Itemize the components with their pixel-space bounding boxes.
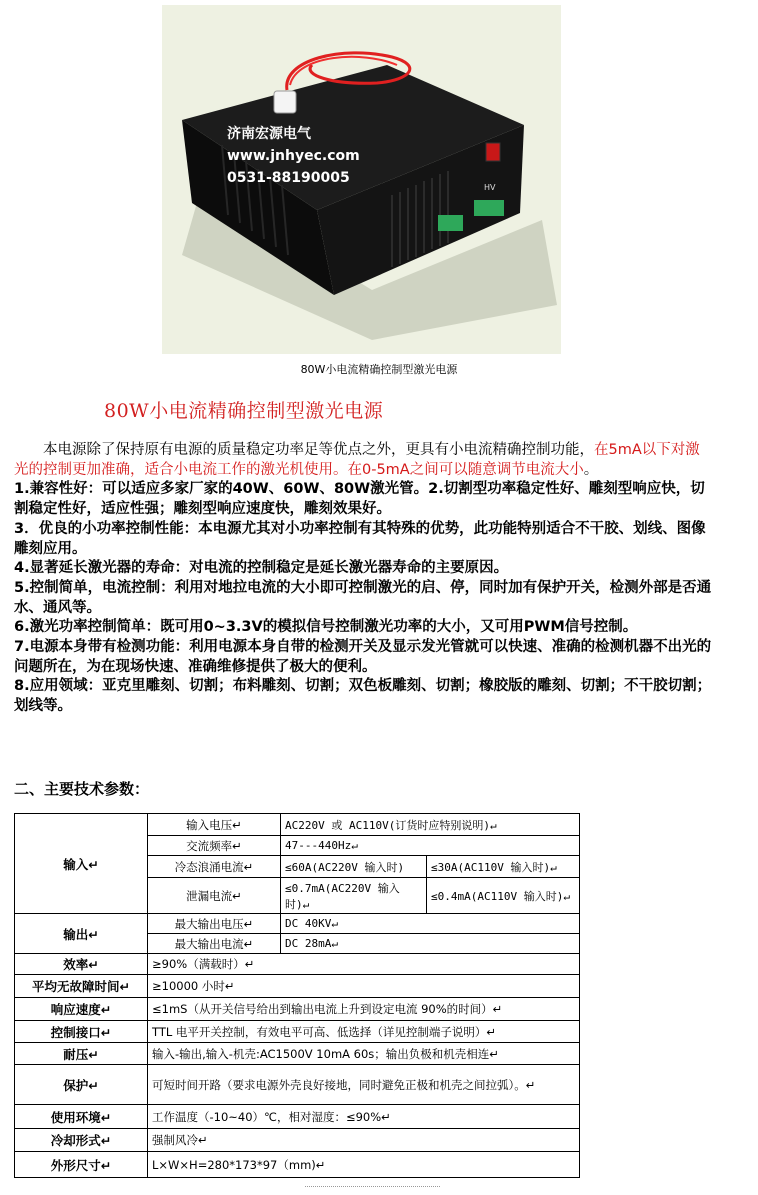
input-category: 输入↵ xyxy=(15,814,148,914)
spec-label: 最大输出电流↵ xyxy=(148,934,281,954)
spec-category: 响应速度↵ xyxy=(15,998,148,1021)
watermark-company: 济南宏源电气 xyxy=(227,126,311,142)
spec-value: ≤0.4mA(AC110V 输入时)↵ xyxy=(427,878,580,914)
watermark-phone: 0531-88190005 xyxy=(227,170,350,186)
footer-divider xyxy=(305,1186,440,1193)
spec-value: 输入-输出,输入-机壳:AC1500V 10mA 60s；输出负极和机壳相连↵ xyxy=(148,1043,580,1065)
spec-label: 泄漏电流↵ xyxy=(148,878,281,914)
intro-paragraph xyxy=(14,441,714,480)
spec-category: 效率↵ xyxy=(15,954,148,975)
spec-label: 输入电压↵ xyxy=(148,814,281,836)
spec-value: 工作温度（-10~40）℃，相对湿度：≤90%↵ xyxy=(148,1105,580,1129)
spec-category: 保护↵ xyxy=(15,1065,148,1105)
spec-value: TTL 电平开关控制，有效电平可高、低选择（详见控制端子说明）↵ xyxy=(148,1021,580,1043)
svg-text:HV: HV xyxy=(484,183,496,192)
spec-label: 冷态浪涌电流↵ xyxy=(148,856,281,878)
spec-category: 平均无故障时间↵ xyxy=(15,975,148,998)
table-row xyxy=(15,1021,580,1043)
spec-table xyxy=(14,813,580,1178)
feature-item: 3．优良的小功率控制性能：本电源尤其对小功率控制有其特殊的优势，此功能特别适合不干胶、划线、图像雕刻应用。 xyxy=(14,520,706,557)
page-title: 80W小电流精确控制型激光电源 xyxy=(104,400,384,422)
feature-item: 1.兼容性好：可以适应多家厂家的40W、60W、80W激光管。2.切割型功率稳定性好、雕刻型响应快，切割稳定性好，适应性强；雕刻型响应速度快，雕刻效果好。 xyxy=(14,481,705,518)
description-body xyxy=(14,441,714,717)
table-row xyxy=(15,1043,580,1065)
section-title: 二、主要技术参数： xyxy=(14,780,150,798)
spec-value: 强制风冷↵ xyxy=(148,1129,580,1152)
intro-end: 。 xyxy=(583,461,599,478)
intro-highlight: 在5mA以下对激光的控制更加准确，适合小电流工作的激光机使用。在0-5mA之间可以随意调节电流大小 xyxy=(14,442,700,478)
spec-category: 控制接口↵ xyxy=(15,1021,148,1043)
table-row xyxy=(15,975,580,998)
table-row xyxy=(15,914,580,934)
spec-value: ≥90%（满载时）↵ xyxy=(148,954,580,975)
spec-value: L×W×H=280*173*97（mm)↵ xyxy=(148,1152,580,1178)
spec-value: 47---440Hz↵ xyxy=(281,836,580,856)
product-photo xyxy=(162,5,561,354)
feature-item: 8.应用领域：亚克里雕刻、切割；布料雕刻、切割；双色板雕刻、切割；橡胶版的雕刻、切割；不干胶切割；划线等。 xyxy=(14,678,712,715)
spec-category: 耐压↵ xyxy=(15,1043,148,1065)
table-row xyxy=(15,954,580,975)
output-category: 输出↵ xyxy=(15,914,148,954)
feature-item: 7.电源本身带有检测功能：利用电源本身自带的检测开关及显示发光管就可以快速、准确的检测机器不出光的问题所在，为在现场快速、准确维修提供了极大的便利。 xyxy=(14,639,712,675)
feature-item: 6.激光功率控制简单：既可用0~3.3V的模拟信号控制激光功率的大小，又可用PWM信号控制。 xyxy=(14,619,638,636)
spec-value: AC220V 或 AC110V(订货时应特别说明)↵ xyxy=(281,814,580,836)
spec-value: ≤60A(AC220V 输入时) xyxy=(281,856,427,878)
photo-caption: 80W小电流精确控制型激光电源 xyxy=(300,363,458,376)
spec-value: ≥10000 小时↵ xyxy=(148,975,580,998)
spec-label: 交流频率↵ xyxy=(148,836,281,856)
table-row xyxy=(15,1129,580,1152)
table-row xyxy=(15,1065,580,1105)
spec-value: ≤30A(AC110V 输入时)↵ xyxy=(427,856,580,878)
spec-category: 冷却形式↵ xyxy=(15,1129,148,1152)
spec-value: ≤0.7mA(AC220V 输入时)↵ xyxy=(281,878,427,914)
laser-power-supply-image xyxy=(162,5,561,354)
spec-value: 可短时间开路（要求电源外壳良好接地，同时避免正极和机壳之间拉弧）。↵ xyxy=(148,1065,580,1105)
intro-normal: 本电源除了保持原有电源的质量稳定功率足等优点之外，更具有小电流精确控制功能， xyxy=(43,442,594,458)
spec-value: DC 28mA↵ xyxy=(281,934,580,954)
spec-category: 外形尺寸↵ xyxy=(15,1152,148,1178)
table-row xyxy=(15,1105,580,1129)
table-row xyxy=(15,998,580,1021)
table-row xyxy=(15,1152,580,1178)
spec-value: ≤1mS（从开关信号给出到输出电流上升到设定电流 90%的时间）↵ xyxy=(148,998,580,1021)
feature-item: 5.控制简单，电流控制：利用对地拉电流的大小即可控制激光的启、停，同时加有保护开关，检测外部是否通水、通风等。 xyxy=(14,579,712,616)
spec-category: 使用环境↵ xyxy=(15,1105,148,1129)
watermark-url: www.jnhyec.com xyxy=(227,148,360,164)
table-row xyxy=(15,814,580,836)
spec-value: DC 40KV↵ xyxy=(281,914,580,934)
feature-item: 4.显著延长激光器的寿命：对电流的控制稳定是延长激光器寿命的主要原因。 xyxy=(14,560,509,577)
spec-label: 最大输出电压↵ xyxy=(148,914,281,934)
